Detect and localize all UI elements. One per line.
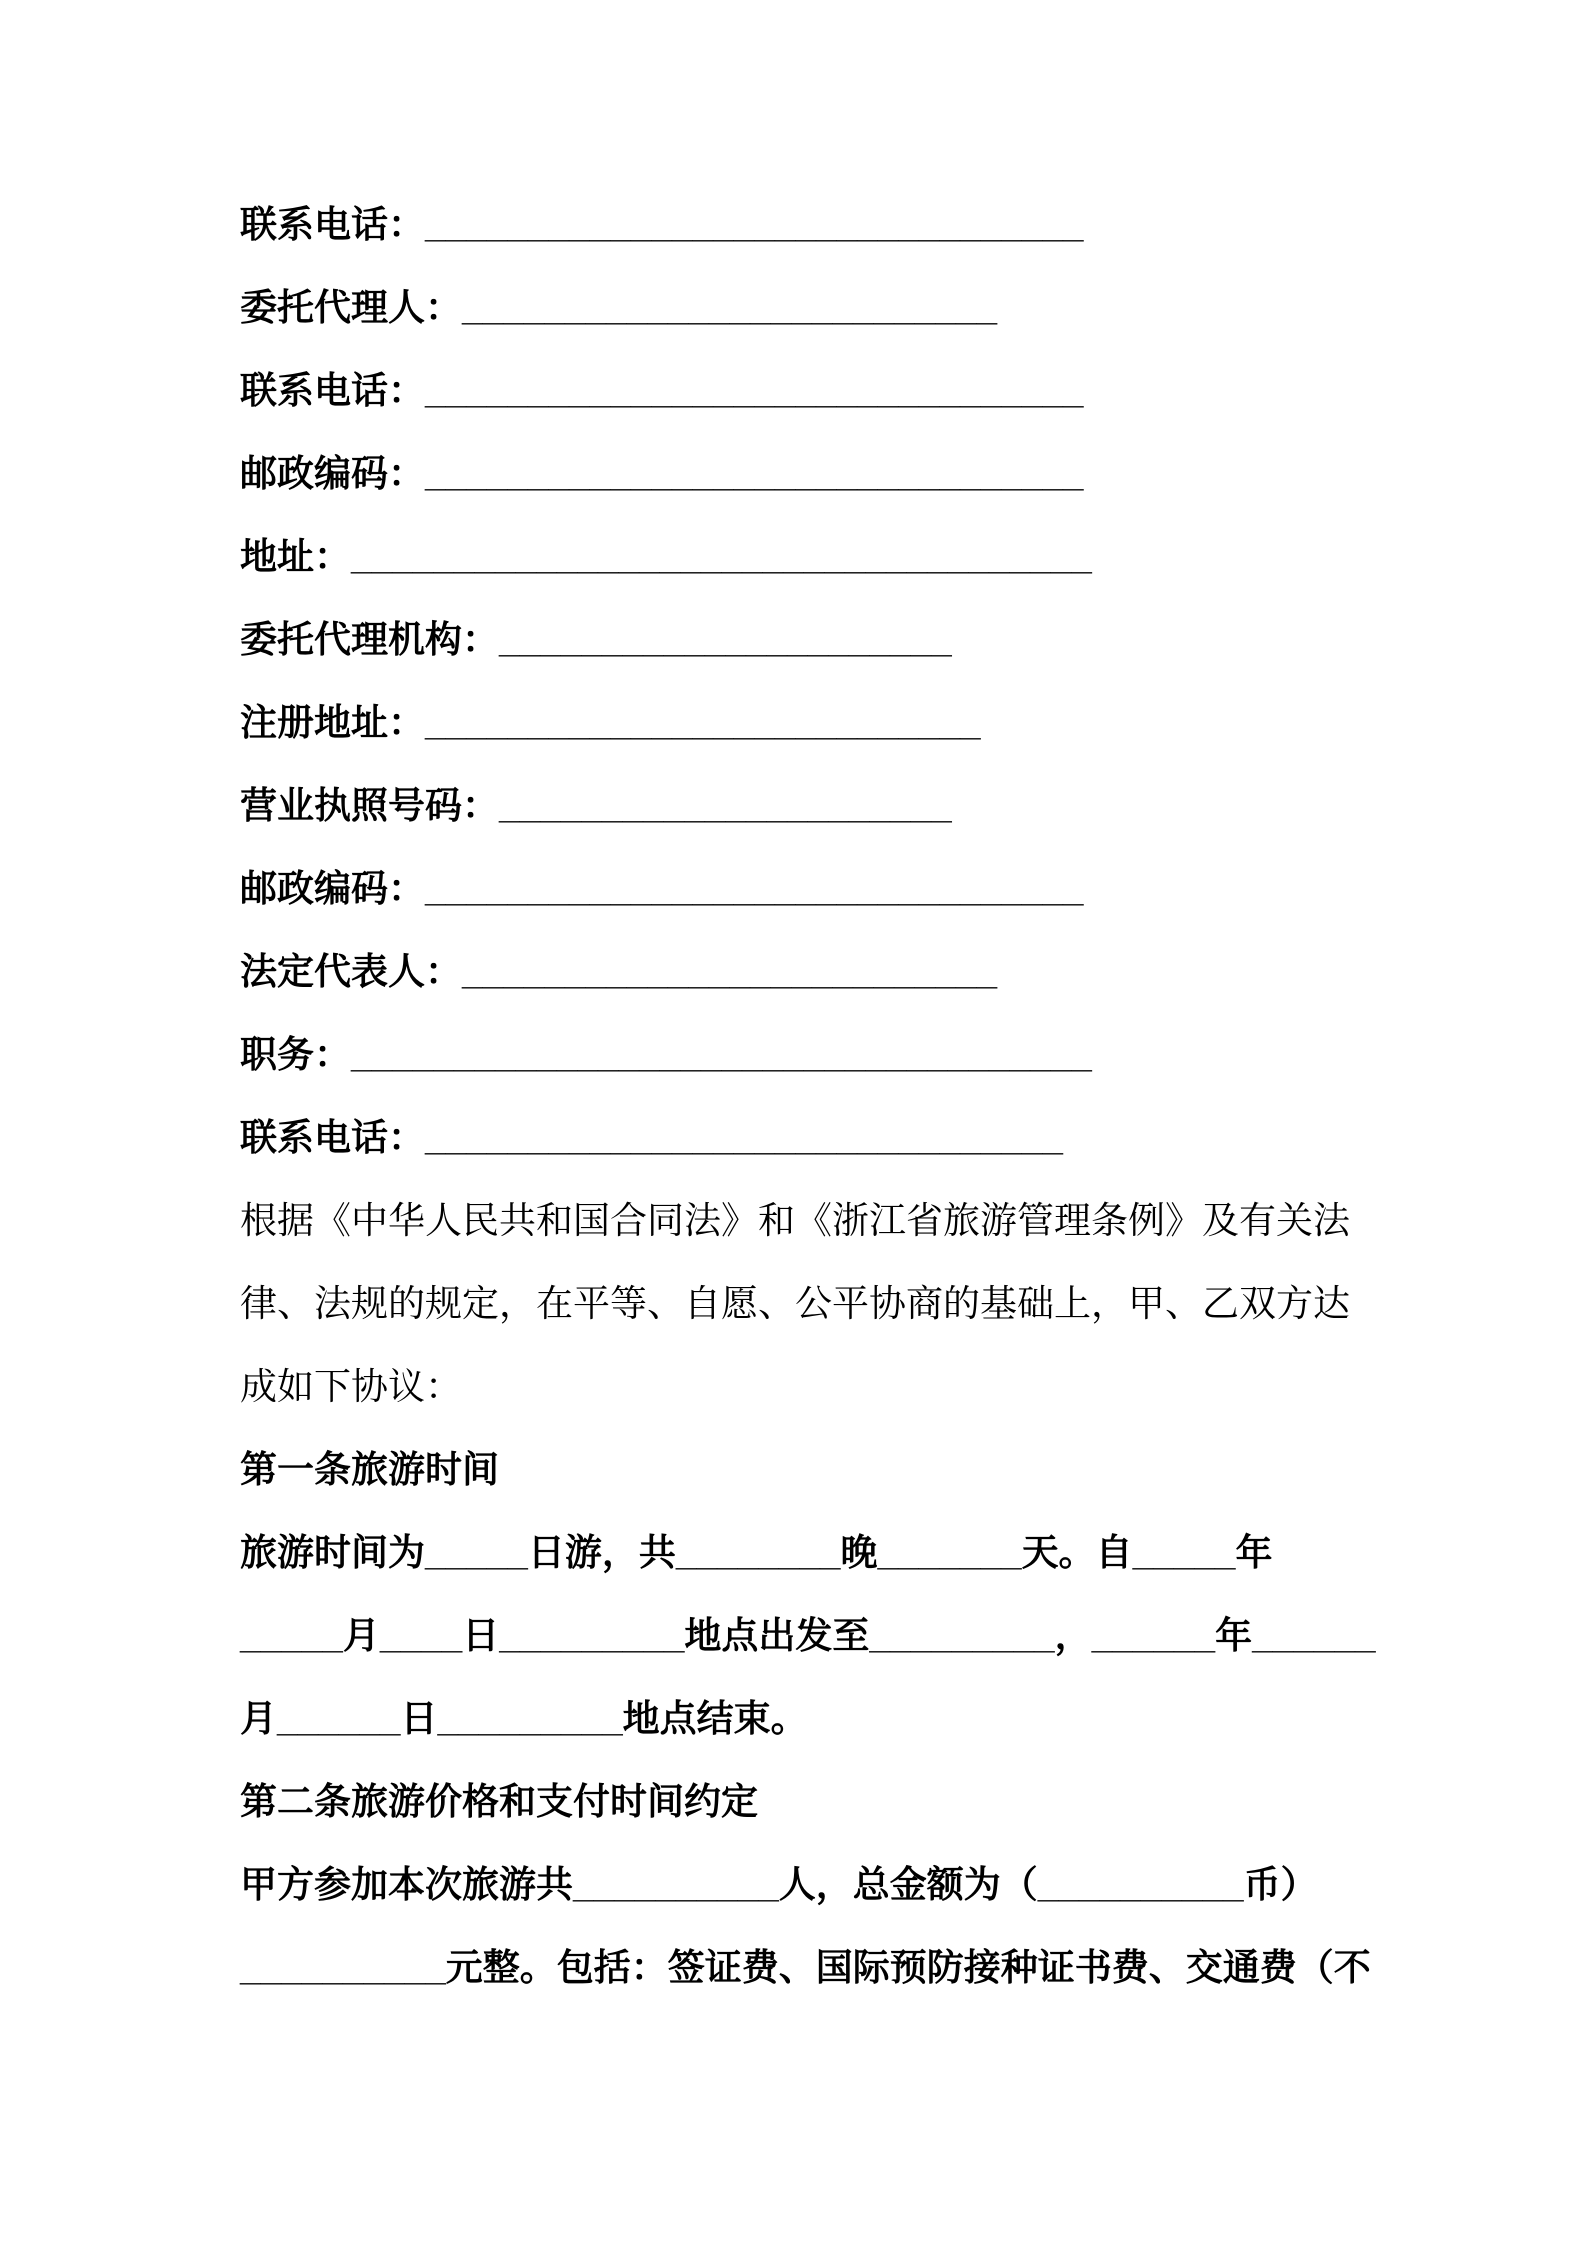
- field-row-registered-address: [240, 681, 1390, 764]
- section2-line1-text-2: 人，总金额为（: [778, 1864, 1038, 1905]
- field-blank-contact-phone-3[interactable]: _______________________________: [425, 1117, 1063, 1158]
- section2-line2-blank-amount[interactable]: __________: [240, 1947, 446, 1988]
- section1-line2-text-3: 地点出发至: [684, 1615, 870, 1656]
- field-blank-address[interactable]: ____________________________________: [351, 536, 1092, 577]
- section1-line2-blank-departure-place[interactable]: _________: [499, 1615, 685, 1656]
- section1-line-1: [240, 1511, 1390, 1594]
- field-blank-entrusted-agency[interactable]: ______________________: [499, 619, 952, 660]
- field-label-postal-code-1: 邮政编码：: [240, 453, 425, 494]
- section1-line2-blank-day[interactable]: ____: [379, 1615, 463, 1656]
- field-blank-job-title[interactable]: ____________________________________: [351, 1034, 1092, 1075]
- section1-line1-blank-days2[interactable]: _______: [877, 1532, 1022, 1573]
- field-label-contact-phone-1: 联系电话：: [240, 204, 425, 245]
- section1-line1-blank-days[interactable]: _____: [425, 1532, 528, 1573]
- section1-line-3: [240, 1677, 1390, 1760]
- field-blank-registered-address[interactable]: ___________________________: [425, 702, 981, 743]
- section1-line2-text-1: 月: [342, 1615, 380, 1656]
- section2-line1-text-3: 币）: [1243, 1864, 1318, 1905]
- field-row-postal-code-1: [240, 432, 1390, 515]
- field-label-contact-phone-2: 联系电话：: [240, 370, 425, 411]
- field-row-address: [240, 515, 1390, 598]
- intro-paragraph-line-2: 律、法规的规定，在平等、自愿、公平协商的基础上，甲、乙双方达: [240, 1283, 1350, 1324]
- section1-line1-text-4: 天。自: [1021, 1532, 1133, 1573]
- section1-line2-blank-month2[interactable]: ______: [1252, 1615, 1376, 1656]
- field-row-job-title: [240, 1013, 1390, 1096]
- section1-line1-blank-year[interactable]: _____: [1132, 1532, 1236, 1573]
- section1-line3-blank-day[interactable]: ______: [277, 1698, 401, 1739]
- section2-line1-text-1: 甲方参加本次旅游共: [240, 1864, 573, 1905]
- field-blank-postal-code-1[interactable]: ________________________________: [425, 453, 1084, 494]
- intro-paragraph-line-1: 根据《中华人民共和国合同法》和《浙江省旅游管理条例》及有关法: [240, 1200, 1350, 1241]
- field-label-address: 地址：: [240, 536, 351, 577]
- field-row-postal-code-2: [240, 847, 1390, 930]
- section1-heading: 第一条旅游时间: [240, 1449, 499, 1490]
- section2-line1-blank-people-count[interactable]: __________: [573, 1864, 779, 1905]
- field-label-business-license-number: 营业执照号码：: [240, 785, 499, 826]
- section1-line1-text-5: 年: [1235, 1532, 1273, 1573]
- field-row-contact-phone-1: [240, 183, 1390, 266]
- contract-form: [240, 183, 1390, 2009]
- field-label-postal-code-2: 邮政编码：: [240, 868, 425, 909]
- field-blank-contact-phone-1[interactable]: ________________________________: [425, 204, 1084, 245]
- section1-line2-blank-month[interactable]: _____: [240, 1615, 343, 1656]
- section1-line1-text-2: 日游，共: [527, 1532, 676, 1573]
- field-blank-postal-code-2[interactable]: ________________________________: [425, 868, 1084, 909]
- section1-line3-text-2: 日: [400, 1698, 438, 1739]
- field-row-entrusted-agency: [240, 598, 1390, 681]
- section1-line2-blank-year2[interactable]: ______: [1091, 1615, 1216, 1656]
- field-row-contact-phone-2: [240, 349, 1390, 432]
- field-row-business-license-number: [240, 764, 1390, 847]
- field-blank-contact-phone-2[interactable]: ________________________________: [425, 370, 1084, 411]
- field-label-job-title: 职务：: [240, 1034, 351, 1075]
- section1-line1-blank-nights[interactable]: ________: [675, 1532, 841, 1573]
- field-blank-legal-representative[interactable]: __________________________: [462, 951, 998, 992]
- section1-line3-blank-end-place[interactable]: _________: [437, 1698, 623, 1739]
- field-label-entrusted-agency: 委托代理机构：: [240, 619, 499, 660]
- section1-line3-text-1: 月: [240, 1698, 277, 1739]
- section2-line-1: [240, 1843, 1390, 1926]
- section1-line2-text-2: 日: [462, 1615, 500, 1656]
- section1-line2-blank-destination[interactable]: _________: [869, 1615, 1055, 1656]
- field-row-contact-phone-3: [240, 1096, 1390, 1179]
- section2-line-2: [240, 1926, 1390, 2009]
- field-label-contact-phone-3: 联系电话：: [240, 1117, 425, 1158]
- section2-line1-blank-currency[interactable]: __________: [1037, 1864, 1244, 1905]
- field-blank-business-license-number[interactable]: ______________________: [499, 785, 952, 826]
- field-blank-entrusted-agent[interactable]: __________________________: [462, 287, 998, 328]
- section2-heading: 第二条旅游价格和支付时间约定: [240, 1781, 758, 1822]
- field-label-registered-address: 注册地址：: [240, 702, 425, 743]
- section1-line1-text-3: 晚: [840, 1532, 878, 1573]
- section2-line2-text-1: 元整。包括：签证费、国际预防接种证书费、交通费（不: [445, 1947, 1371, 1988]
- field-label-entrusted-agent: 委托代理人：: [240, 287, 462, 328]
- section1-line1-text-1: 旅游时间为: [240, 1532, 425, 1573]
- section1-line3-text-3: 地点结束。: [622, 1698, 808, 1739]
- intro-paragraph-line-3: 成如下协议：: [240, 1366, 462, 1407]
- section1-line2-text-4: ，: [1054, 1615, 1092, 1656]
- section1-line2-text-5: 年: [1215, 1615, 1253, 1656]
- field-label-legal-representative: 法定代表人：: [240, 951, 462, 992]
- section1-line-2: [240, 1594, 1390, 1677]
- field-row-legal-representative: [240, 930, 1390, 1013]
- field-row-entrusted-agent: [240, 266, 1390, 349]
